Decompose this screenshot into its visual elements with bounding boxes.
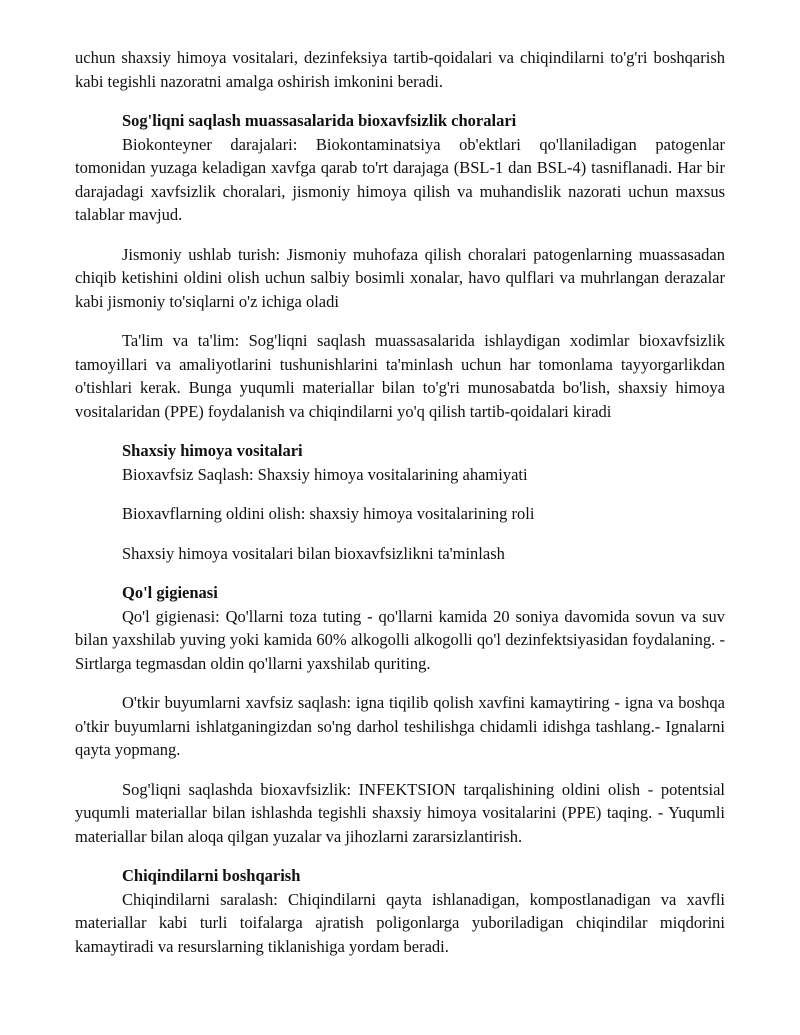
- section-heading-waste-management: Chiqindilarni boshqarish: [122, 866, 301, 885]
- ppe-line-3: Shaxsiy himoya vositalari bilan bioxavfsizlikni ta'minlash: [122, 543, 505, 563]
- section-heading-biosafety: Sog'liqni saqlash muassasalarida bioxavfsizlik choralari: [122, 111, 517, 130]
- paragraph-hand-hygiene: Qo'l gigienasi: Qo'llarni toza tuting - qo'llarni kamida 20 soniya davomida sovun va suv bilan yaxshilab yuving yoki kamida 60% alkogolli alkogolli qo'l dezinfektsiyasidan foydalaning. - Sirtlarga tegmasdan oldin qo'llarni yaxshilab quriting.: [75, 606, 725, 673]
- paragraph-waste-sorting: Chiqindilarni saralash: Chiqindilarni qayta ishlanadigan, kompostlanadigan va xavfli materiallar kabi turli toifalarga ajratish poligonlarga yuboriladigan chiqindilar miqdorini kamaytiradi va resurslarning tiklanishiga yordam beradi.: [75, 889, 725, 956]
- section-heading-hand-hygiene: Qo'l gigienasi: [122, 583, 218, 602]
- paragraph-containment-levels: Biokonteyner darajalari: Biokontaminatsiya ob'ektlari qo'llaniladigan patogenlar tomonidan yuzaga keladigan xavfga qarab to'rt darajaga (BSL-1 dan BSL-4) tasniflanadi. Har bir darajadagi xavfsizlik choralari, jismoniy himoya qilish va muhandislik nazorati uchun maxsus talablar mavjud.: [75, 134, 725, 224]
- paragraph-physical-containment: Jismoniy ushlab turish: Jismoniy muhofaza qilish choralari patogenlarning muassasadan chiqib ketishini oldini olish uchun salbiy bosimli xonalar, havo qulflari va muhrlangan derazalar kabi jismoniy to'siqlarni o'z ichiga oladi: [75, 244, 725, 311]
- ppe-line-2: Bioxavflarning oldini olish: shaxsiy himoya vositalarining roli: [122, 504, 535, 523]
- section-heading-ppe: Shaxsiy himoya vositalari: [122, 441, 303, 460]
- paragraph-intro: uchun shaxsiy himoya vositalari, dezinfeksiya tartib-qoidalari va chiqindilarni to'g'ri boshqarish kabi tegishli nazoratni amalga oshirish imkonini beradi.: [75, 48, 725, 91]
- paragraph-infection-prevention: Sog'liqni saqlashda bioxavfsizlik: INFEKTSION tarqalishining oldini olish - potentsial yuqumli materiallar bilan ishlashda tegishli shaxsiy himoya vositalarini (PPE) taqing. - Yuqumli materiallar bilan aloqa qilgan yuzalar va jihozlarni zararsizlantirish.: [75, 779, 725, 846]
- ppe-line-1: Bioxavfsiz Saqlash: Shaxsiy himoya vositalarining ahamiyati: [122, 464, 528, 484]
- paragraph-sharps-safety: O'tkir buyumlarni xavfsiz saqlash: igna tiqilib qolish xavfini kamaytiring - igna va boshqa o'tkir buyumlarni ishlatganingizdan so'ng darhol teshilishga chidamli idishga tashlang.- Ignalarni qayta yopmang.: [75, 693, 725, 759]
- paragraph-training: Ta'lim va ta'lim: Sog'liqni saqlash muassasalarida ishlaydigan xodimlar bioxavfsizlik tamoyillari va amaliyotlarini tushunishlarini ta'minlash uchun har tomonlama tayyorgarlikdan o'tishlari kerak. Bunga yuqumli materiallar bilan to'g'ri munosabatda bo'lish, shaxsiy himoya vositalaridan (PPE) foydalanish va chiqindilarni yo'q qilish tartib-qoidalari kiradi: [75, 331, 725, 421]
- document-page: [75, 46, 725, 958]
